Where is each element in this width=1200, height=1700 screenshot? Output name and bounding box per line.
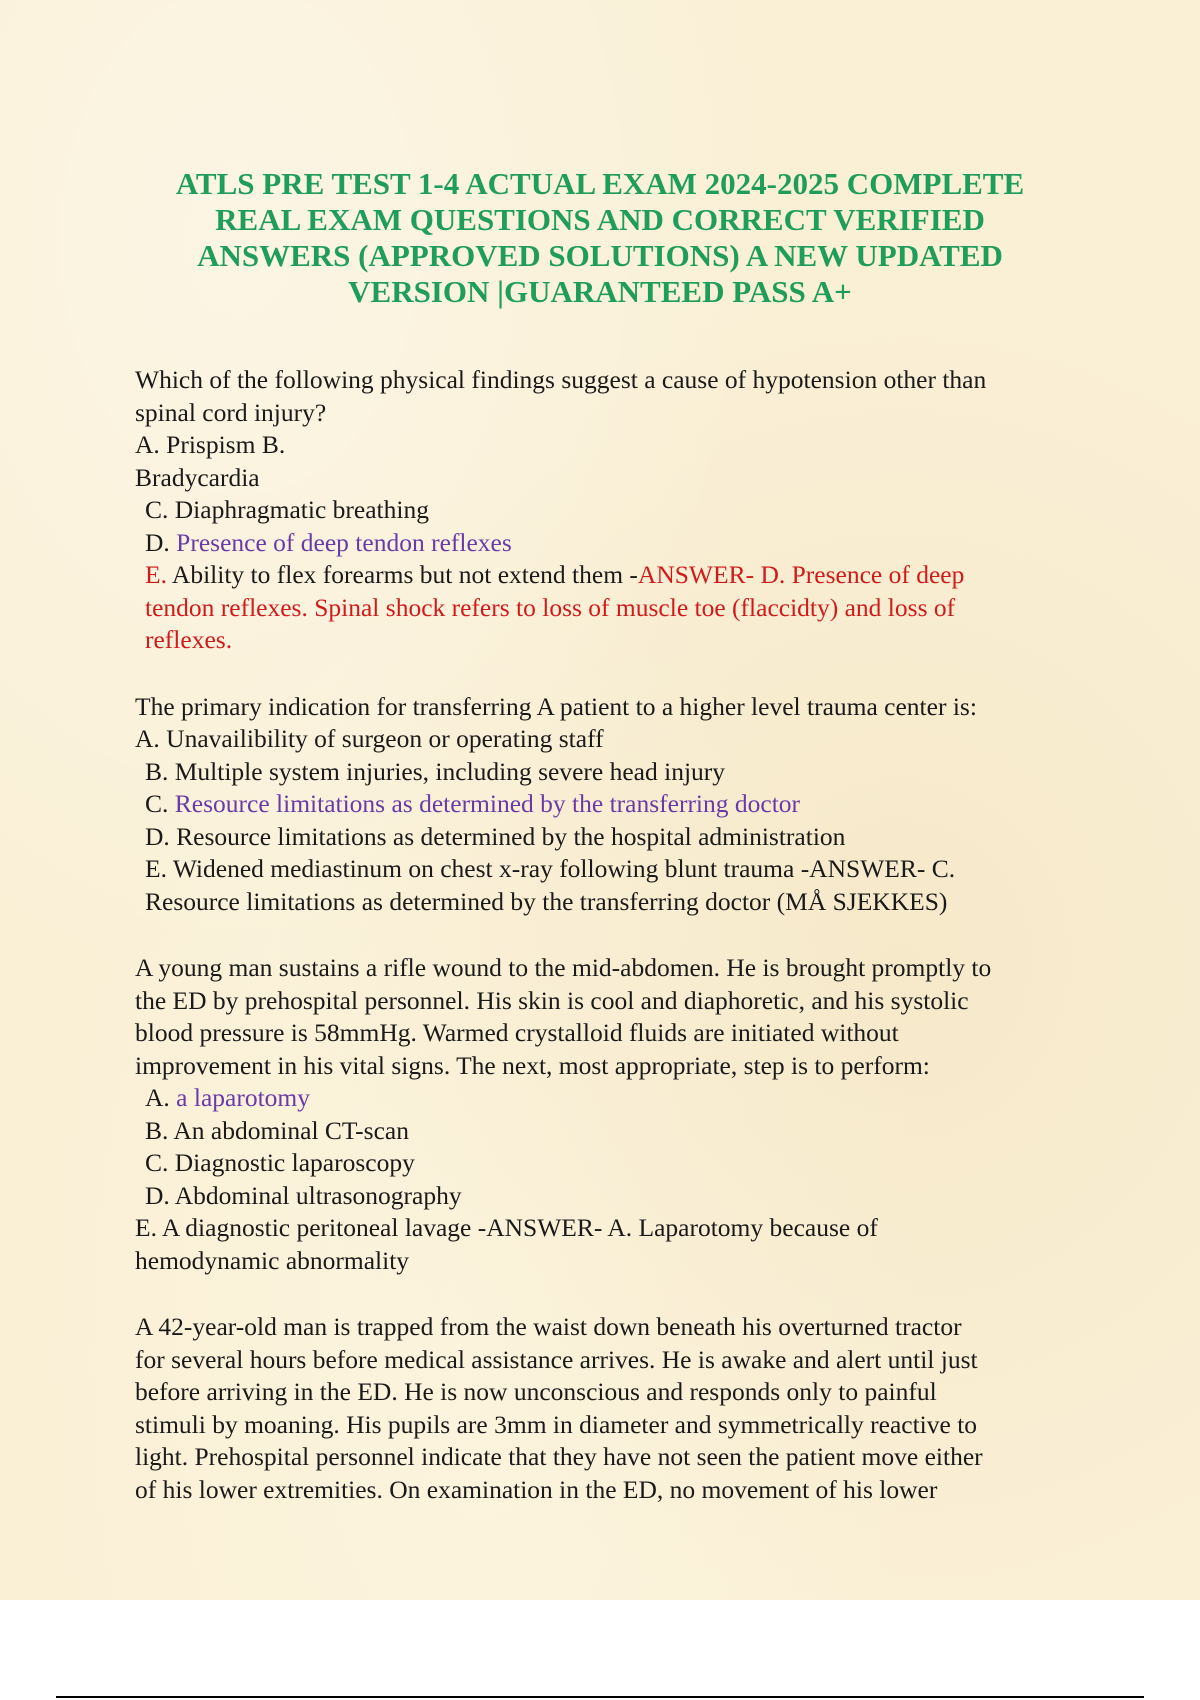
question-stem: for several hours before medical assistance arrives. He is awake and alert until just: [135, 1344, 978, 1374]
title-line: VERSION |GUARANTEED PASS A+: [348, 274, 852, 309]
option-b: Bradycardia: [135, 462, 260, 492]
option-c: C. Diaphragmatic breathing: [145, 495, 429, 524]
question-stem: stimuli by moaning. His pupils are 3mm in diameter and symmetrically reactive to: [135, 1409, 978, 1439]
correct-option-text: Presence of deep tendon reflexes: [176, 527, 512, 557]
question-stem: of his lower extremities. On examination in the ED, no movement of his lower: [135, 1474, 938, 1504]
question-4: [135, 1311, 1095, 1506]
question-stem: before arriving in the ED. He is now unconscious and responds only to painful: [135, 1377, 937, 1406]
question-stem: improvement in his vital signs. The next, most appropriate, step is to perform:: [135, 1050, 930, 1080]
option-e: [135, 559, 1095, 592]
correct-option-text: a laparotomy: [176, 1083, 310, 1112]
option-d: D. Resource limitations as determined by the hospital administration: [145, 821, 846, 851]
question-3: [135, 952, 1095, 1277]
document-title: [120, 166, 1080, 310]
title-line: ANSWERS (APPROVED SOLUTIONS) A NEW UPDATED: [197, 238, 1003, 273]
spacer: [135, 1277, 1095, 1311]
option-letter: C.: [145, 789, 175, 818]
option-a: A. Unavailibility of surgeon or operating staff: [135, 724, 604, 753]
spacer: [135, 657, 1095, 691]
question-stem: light. Prehospital personnel indicate that they have not seen the patient move either: [135, 1442, 983, 1471]
question-2: [135, 691, 1095, 919]
page-divider: [56, 1696, 1144, 1698]
option-letter: A.: [145, 1083, 177, 1112]
option-a: A. Prispism B.: [135, 430, 286, 459]
option-d: D. Abdominal ultrasonography: [145, 1180, 462, 1210]
answer-text: Resource limitations as determined by the transferring doctor (MÅ SJEKKES): [145, 886, 948, 916]
option-e: E. A diagnostic peritoneal lavage -ANSWER- A. Laparotomy because of: [135, 1213, 878, 1242]
question-stem: spinal cord injury?: [135, 397, 327, 427]
answer-text: tendon reflexes. Spinal shock refers to loss of muscle toe (flaccidty) and loss of: [145, 592, 956, 622]
answer-text: reflexes.: [145, 625, 233, 654]
option-c: [135, 788, 1095, 821]
question-stem: A young man sustains a rifle wound to the mid-abdomen. He is brought promptly to: [135, 953, 992, 982]
answer-text: hemodynamic abnormality: [135, 1245, 410, 1275]
question-stem: blood pressure is 58mmHg. Warmed crystalloid fluids are initiated without: [135, 1018, 899, 1047]
option-letter: E.: [145, 560, 172, 589]
question-stem: A 42-year-old man is trapped from the waist down beneath his overturned tractor: [135, 1312, 962, 1341]
option-c: C. Diagnostic laparoscopy: [145, 1148, 415, 1177]
question-stem: Which of the following physical findings suggest a cause of hypotension other than: [135, 365, 987, 394]
document-body: [135, 364, 1095, 1506]
question-stem: the ED by prehospital personnel. His skin is cool and diaphoretic, and his systolic: [135, 985, 969, 1015]
option-d: [135, 527, 1095, 560]
title-line: ATLS PRE TEST 1-4 ACTUAL EXAM 2024-2025 COMPLETE: [175, 166, 1025, 201]
option-b: B. An abdominal CT-scan: [145, 1115, 409, 1145]
option-b: B. Multiple system injuries, including severe head injury: [145, 756, 726, 786]
spacer: [135, 918, 1095, 952]
option-a: [135, 1082, 1095, 1115]
option-letter: D.: [145, 527, 177, 557]
question-stem: The primary indication for transferring A patient to a higher level trauma center is:: [135, 691, 977, 721]
title-line: REAL EXAM QUESTIONS AND CORRECT VERIFIED: [215, 202, 985, 237]
correct-option-text: Resource limitations as determined by the transferring doctor: [174, 789, 801, 818]
question-1: [135, 364, 1095, 657]
option-e: E. Widened mediastinum on chest x-ray following blunt trauma -ANSWER- C.: [145, 854, 956, 883]
answer-text: ANSWER- D. Presence of deep: [637, 560, 965, 589]
option-text: Ability to flex forearms but not extend them -: [171, 560, 638, 589]
